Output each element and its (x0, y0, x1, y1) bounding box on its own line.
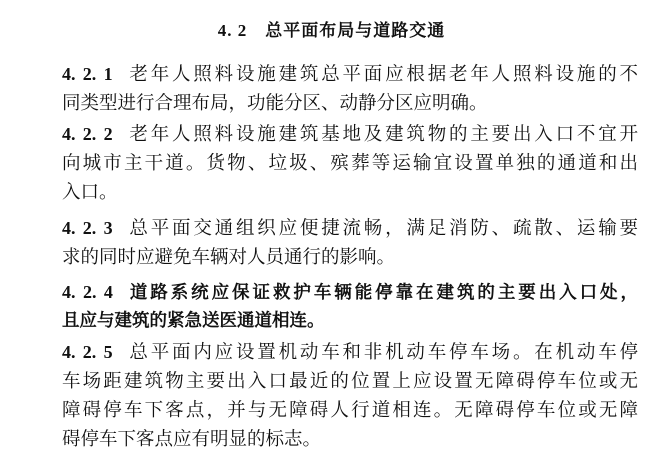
section-title-text: 总平面布局与道路交通 (265, 21, 446, 41)
clause-number: 4. 2. 5 (62, 342, 113, 362)
clause-4-2-3 (62, 214, 638, 272)
clause-4-2-1 (62, 60, 638, 118)
clause-line: 碍停车下客点应有明显的标志。 (62, 429, 322, 450)
clause-line: 求的同时应避免车辆对人员通行的影响。 (62, 247, 396, 268)
section-heading (0, 16, 663, 41)
clause-line: 车场距建筑物主要出入口最近的位置上应设置无障碍停车位或无 (62, 371, 638, 392)
clause-number: 4. 2. 4 (62, 282, 113, 302)
clause-line: 同类型进行合理布局，功能分区、动静分区应明确。 (62, 93, 488, 114)
clause-line: 4. 2. 3 总平面交通组织应便捷流畅，满足消防、疏散、运输要 (62, 218, 638, 239)
clause-4-2-2 (62, 120, 638, 207)
clause-line: 4. 2. 5 总平面内应设置机动车和非机动车停车场。在机动车停 (62, 342, 638, 363)
clause-line: 入口。 (62, 182, 118, 203)
clause-line: 向城市主干道。货物、垃圾、殡葬等运输宜设置单独的通道和出 (62, 153, 638, 174)
section-number: 4. 2 (217, 21, 248, 40)
clause-line: 4. 2. 2 老年人照料设施建筑基地及建筑物的主要出入口不宜开 (62, 124, 638, 145)
clause-4-2-4 (62, 278, 638, 336)
clause-line: 4. 2. 4 道路系统应保证救护车辆能停靠在建筑的主要出入口处， (62, 282, 638, 303)
clause-number: 4. 2. 1 (62, 64, 113, 84)
clause-line: 4. 2. 1 老年人照料设施建筑总平面应根据老年人照料设施的不 (62, 64, 638, 85)
clause-number: 4. 2. 2 (62, 124, 113, 144)
clause-line: 且应与建筑的紧急送医通道相连。 (62, 311, 325, 331)
clause-number: 4. 2. 3 (62, 218, 113, 238)
clause-line: 障碍停车下客点，并与无障碍人行道相连。无障碍停车位或无障 (62, 400, 638, 421)
clause-4-2-5 (62, 338, 638, 454)
